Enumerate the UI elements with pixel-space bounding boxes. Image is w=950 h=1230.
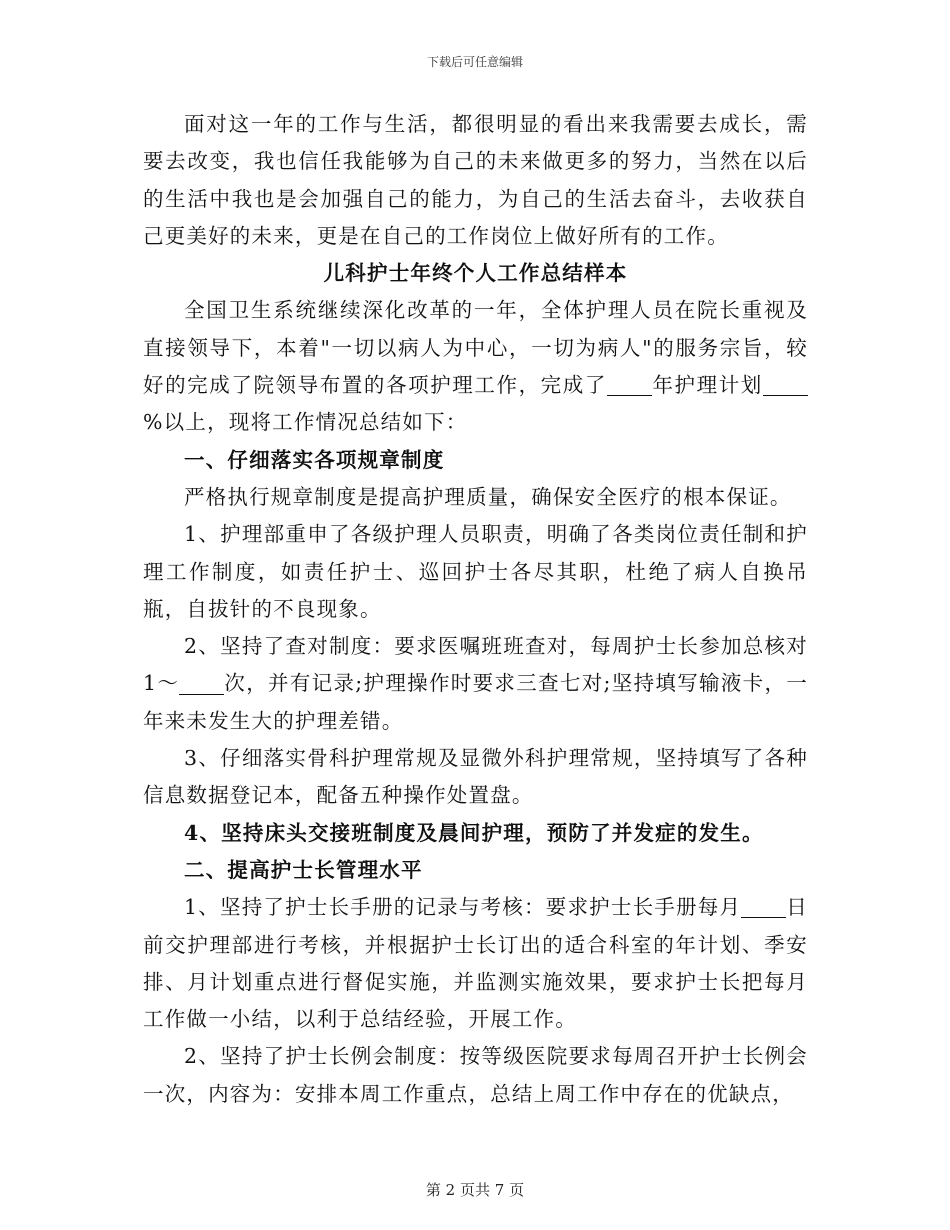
paragraph — [143, 889, 808, 1038]
paragraph: 严格执行规章制度是提高护理质量，确保安全医疗的根本保证。 — [184, 484, 792, 509]
paragraph-bold: 4、坚持床头交接班制度及晨间护理，预防了并发症的发生。 — [184, 820, 764, 845]
paragraph — [143, 628, 808, 740]
paragraph: 面对这一年的工作与生活，都很明显的看出来我需要去成长，需要去改变，我也信任我能够为自己的未来做更多的努力，当然在以后的生活中我也是会加强自己的能力，为自己的生活去奋斗，去收获自己更美好的未来，更是在自己的工作岗位上做好所有的工作。 — [143, 112, 808, 248]
text-run: 1、坚持了护士长手册的记录与考核：要求护士长手册每月 — [184, 895, 742, 920]
text-run: 次，并有记录;护理操作时要求三查七对;坚持填写输液卡，一年来未发生大的护理差错。 — [143, 671, 808, 733]
blank-line — [763, 375, 808, 397]
paragraph: 1、护理部重申了各级护理人员职责，明确了各类岗位责任制和护理工作制度，如责任护士、巡回护士各尽其职，杜绝了病人自换吊瓶，自拔针的不良现象。 — [143, 522, 808, 621]
page-header: 下载后可任意编辑 — [426, 55, 523, 69]
document-title: 儿科护士年终个人工作总结样本 — [323, 261, 628, 286]
paragraph: 3、仔细落实骨科护理常规及显微外科护理常规，坚持填写了各种信息数据登记本，配备五种操作处置盘。 — [143, 746, 808, 808]
text-run: 日前交护理部进行考核，并根据护士长订出的适合科室的年计划、季安排、月计划重点进行督促实施，并监测实施效果，要求护士长把每月工作做一小结，以利于总结经验，开展工作。 — [143, 895, 808, 1032]
blank-line — [607, 375, 652, 397]
section-heading: 二、提高护士长管理水平 — [184, 857, 423, 882]
text-run: 全国卫生系统继续深化改革的一年，全体护理人员在院长重视及直接领导下，本着"一切以病人为中心，一切为病人"的服务宗旨，较好的完成了院领导布置的各项护理工作，完成了 — [143, 298, 808, 398]
document-body — [143, 106, 808, 1113]
text-run: 年护理计划 — [652, 373, 763, 398]
page-footer: 第 2 页共 7 页 — [425, 1181, 525, 1199]
text-run: %以上，现将工作情况总结如下： — [143, 410, 468, 435]
blank-line — [179, 673, 224, 695]
text-run: 2、坚持了查对制度：要求医嘱班班查对，每周护士长参加总核对1～ — [143, 634, 808, 696]
paragraph — [143, 292, 808, 441]
paragraph: 2、坚持了护士长例会制度：按等级医院要求每周召开护士长例会一次，内容为：安排本周工作重点，总结上周工作中存在的优缺点， — [143, 1044, 808, 1106]
section-heading: 一、仔细落实各项规章制度 — [184, 447, 445, 472]
blank-line — [741, 897, 786, 919]
